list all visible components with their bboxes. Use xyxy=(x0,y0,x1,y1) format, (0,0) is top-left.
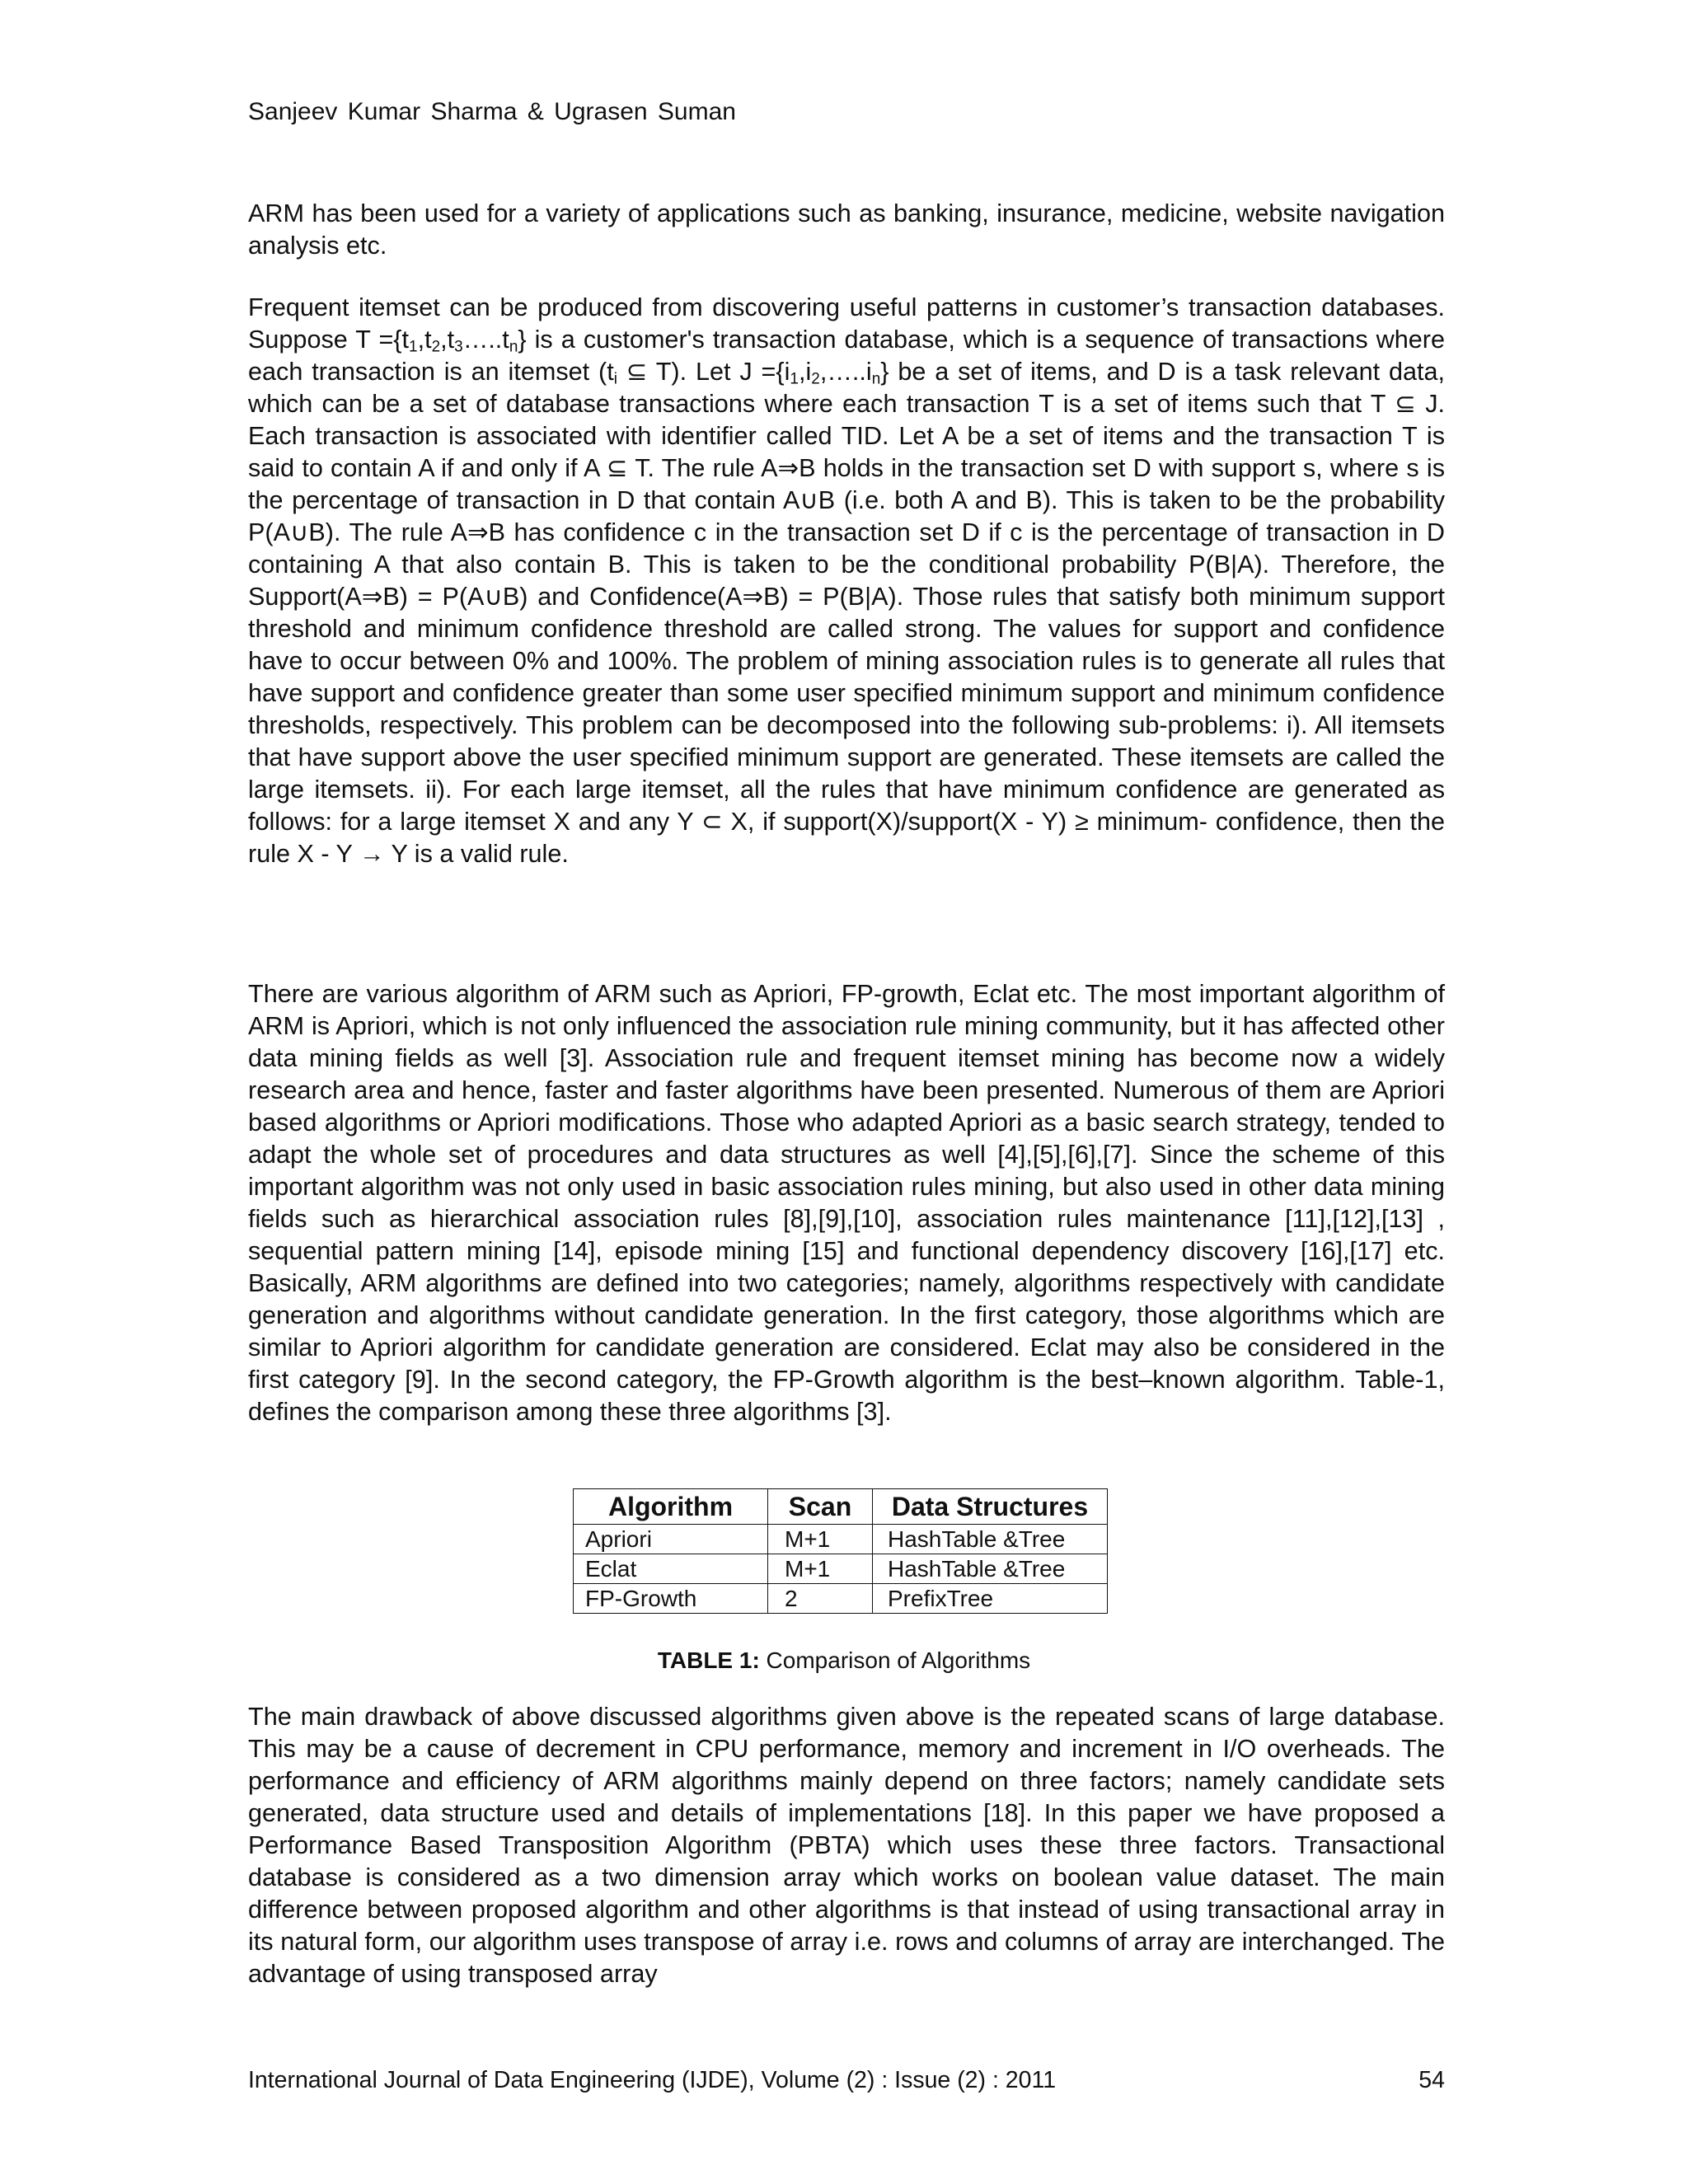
subscript: i xyxy=(613,370,617,388)
table-cell: M+1 xyxy=(768,1525,873,1554)
table-cell: Apriori xyxy=(574,1525,768,1554)
table-header-row xyxy=(574,1489,1108,1525)
table-row xyxy=(574,1525,1108,1554)
paragraph-arm-applications xyxy=(248,198,1445,262)
paragraph-arm-algorithms xyxy=(248,978,1445,1428)
table-row xyxy=(574,1554,1108,1584)
subscript: 1 xyxy=(790,370,799,388)
text-segment: } be a set of items, and D is a task relevant data, which can be a set of database transactions where each transaction T is a set of items such that T ⊆ J. Each transaction is associated with identifier called TID. Let A be a set of items and the transaction T is said to contain A if and only if A ⊆ T. The rule A⇒B holds in the transaction set D with support s, where s is the percentage of transaction in D that contain A∪B (i.e. both A and B). This is taken to be the probability P(A∪B). The rule A⇒B has confidence c in the transaction set D if c is the percentage of transaction in D containing A that also contain B. This is taken to be the conditional probability P(B|A). Therefore, the Support(A⇒B) = P(A∪B) and Confidence(A⇒B) = P(B|A). Those rules that satisfy both minimum support threshold and minimum confidence threshold are called strong. The values for support and confidence have to occur between 0% and 100%. The problem of mining association rules is to generate all rules that have support and confidence greater than some user specified minimum support and minimum confidence thresholds, respectively. This problem can be decomposed into the following sub-problems: i). All itemsets that have support above the user specified minimum support are generated. These itemsets are called the large itemsets. ii). For each large itemset, all the rules that have minimum confidence are generated as follows: for a large itemset X and any Y ⊂ X, if support(X)/support(X - Y) ≥ minimum- confidence, then the rule X - Y → Y is a valid rule. xyxy=(248,358,1446,868)
text-segment: } is a customer's transaction database, which is a sequence of transactions where each transaction is an itemset (t xyxy=(248,326,1445,386)
subscript: 2 xyxy=(811,370,820,388)
paragraph-main-drawback xyxy=(248,1701,1445,1990)
footer-journal-citation: International Journal of Data Engineering (IJDE), Volume (2) : Issue (2) : 2011 xyxy=(248,2067,1057,2093)
text-segment: ,t xyxy=(417,326,432,354)
subscript: 1 xyxy=(409,338,418,356)
table-cell: HashTable &Tree xyxy=(873,1554,1108,1584)
paragraph-text: The main drawback of above discussed algorithms given above is the repeated scans of large database. This may be a cause of decrement in CPU performance, memory and increment in I/O overheads. The performance and efficiency of ARM algorithms mainly depend on three factors; namely candidate sets generated, data structure used and details of implementations [18]. In this paper we have proposed a Performance Based Transposition Algorithm (PBTA) which uses these three factors. Transactional database is considered as a two dimension array which works on boolean value dataset. The main difference between proposed algorithm and other algorithms is that instead of using transactional array in its natural form, our algorithm uses transpose of array i.e. rows and columns of array are interchanged. The advantage of using transposed array xyxy=(248,1703,1445,1988)
header-cell-scan: Scan xyxy=(768,1489,873,1525)
text-segment: Frequent itemset can be produced from discovering useful patterns in customer’s transaction databases. Suppose T ={t xyxy=(248,293,1445,354)
text-segment: ,…..i xyxy=(819,358,872,386)
subscript: n xyxy=(871,370,881,388)
text-segment: ,t xyxy=(440,326,455,354)
paragraph-text xyxy=(248,292,1445,870)
running-header-authors: Sanjeev Kumar Sharma & Ugrasen Suman xyxy=(248,98,736,125)
header-cell-data-structures: Data Structures xyxy=(873,1489,1108,1525)
caption-text: Comparison of Algorithms xyxy=(759,1647,1031,1673)
subscript: 2 xyxy=(431,338,441,356)
header-cell-algorithm: Algorithm xyxy=(574,1489,768,1525)
table-cell: PrefixTree xyxy=(873,1584,1108,1614)
page-number: 54 xyxy=(1418,2067,1445,2093)
table-cell: HashTable &Tree xyxy=(873,1525,1108,1554)
table-caption xyxy=(0,1647,1688,1675)
table-cell: M+1 xyxy=(768,1554,873,1584)
subscript: n xyxy=(509,338,518,356)
text-segment: ⊆ T). Let J ={i xyxy=(617,358,790,386)
comparison-table-container xyxy=(573,1488,1108,1614)
caption-label: TABLE 1: xyxy=(657,1647,760,1673)
paragraph-text: There are various algorithm of ARM such as Apriori, FP-growth, Eclat etc. The most important algorithm of ARM is Apriori, which is not only influenced the association rule mining community, but it has affected other data mining fields as well [3]. Association rule and frequent itemset mining has become now a widely research area and hence, faster and faster algorithms have been presented. Numerous of them are Apriori based algorithms or Apriori modifications. Those who adapted Apriori as a basic search strategy, tended to adapt the whole set of procedures and data structures as well [4],[5],[6],[7]. Since the scheme of this important algorithm was not only used in basic association rules mining, but also used in other data mining fields such as hierarchical association rules [8],[9],[10], association rules maintenance [11],[12],[13] , sequential pattern mining [14], episode mining [15] and functional dependency discovery [16],[17] etc. Basically, ARM algorithms are defined into two categories; namely, algorithms respectively with candidate generation and algorithms without candidate generation. In the first category, those algorithms which are similar to Apriori algorithm for candidate generation are considered. Eclat may also be considered in the first category [9]. In the second category, the FP-Growth algorithm is the best–known algorithm. Table-1, defines the comparison among these three algorithms [3]. xyxy=(248,980,1445,1426)
text-segment: …..t xyxy=(462,326,509,354)
paragraph-frequent-itemset xyxy=(248,292,1445,870)
table-row xyxy=(574,1584,1108,1614)
table-cell: FP-Growth xyxy=(574,1584,768,1614)
comparison-table xyxy=(573,1488,1108,1614)
paragraph-text: ARM has been used for a variety of applications such as banking, insurance, medicine, website navigation analysis etc. xyxy=(248,199,1445,260)
subscript: 3 xyxy=(454,338,463,356)
table-cell: 2 xyxy=(768,1584,873,1614)
text-segment: ,i xyxy=(798,358,812,386)
table-cell: Eclat xyxy=(574,1554,768,1584)
